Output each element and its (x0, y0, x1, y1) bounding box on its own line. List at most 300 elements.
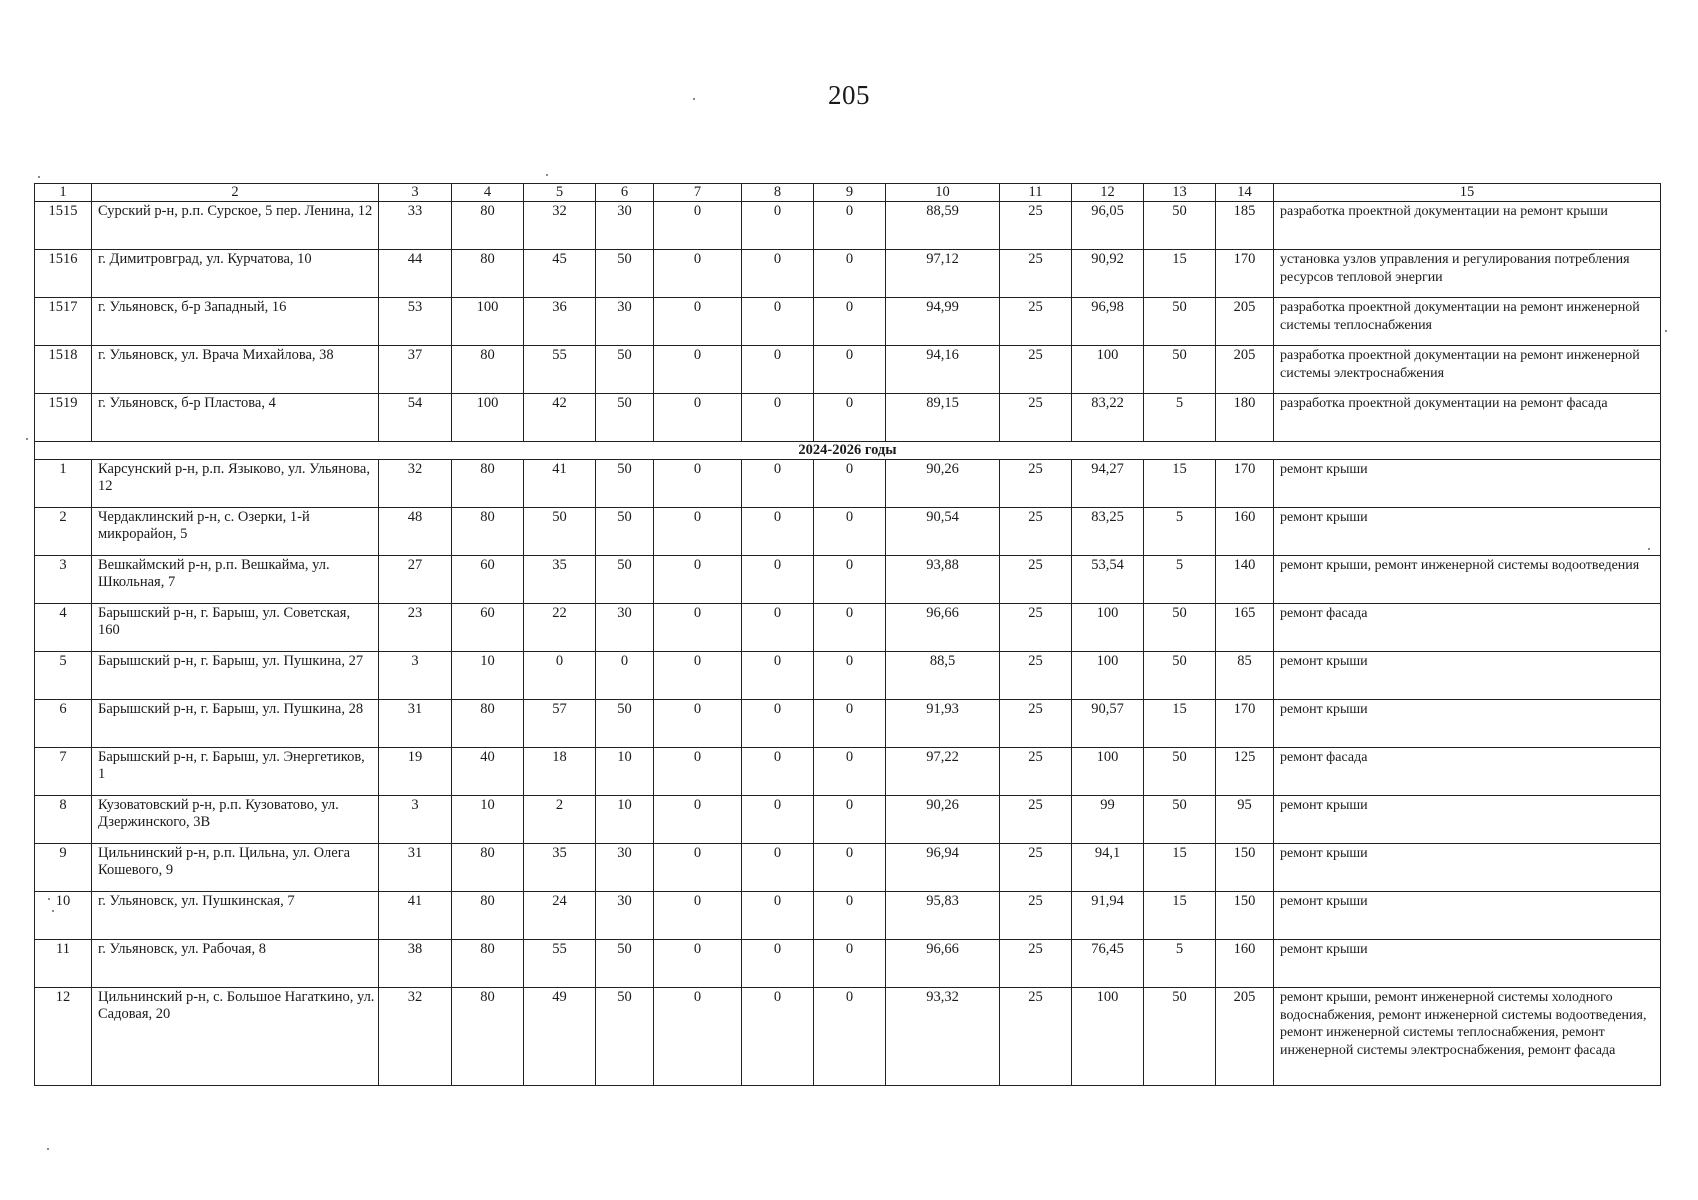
value-cell: 50 (1144, 346, 1216, 394)
value-cell: 22 (524, 604, 596, 652)
address-cell: Барышский р-н, г. Барыш, ул. Пушкина, 28 (92, 700, 379, 748)
value-cell: 25 (1000, 556, 1072, 604)
value-cell: 90,26 (886, 460, 1000, 508)
value-cell: 0 (814, 298, 886, 346)
value-cell: 15 (1144, 700, 1216, 748)
value-cell: 94,27 (1072, 460, 1144, 508)
value-cell: 19 (379, 748, 452, 796)
value-cell: 91,94 (1072, 892, 1144, 940)
value-cell: 24 (524, 892, 596, 940)
value-cell: 205 (1216, 346, 1274, 394)
value-cell: 0 (814, 748, 886, 796)
value-cell: 42 (524, 394, 596, 442)
value-cell: 15 (1144, 892, 1216, 940)
value-cell: 25 (1000, 844, 1072, 892)
work-type-cell: разработка проектной документации на ремонт инженерной системы теплоснабжения (1274, 298, 1661, 346)
row-number-cell: 12 (35, 988, 92, 1086)
value-cell: 0 (742, 604, 814, 652)
value-cell: 205 (1216, 298, 1274, 346)
value-cell: 48 (379, 508, 452, 556)
scan-speck (47, 1148, 49, 1150)
address-cell: Барышский р-н, г. Барыш, ул. Советская, 160 (92, 604, 379, 652)
value-cell: 25 (1000, 202, 1072, 250)
row-number-cell: 1 (35, 460, 92, 508)
address-cell: Цильнинский р-н, р.п. Цильна, ул. Олега Кошевого, 9 (92, 844, 379, 892)
value-cell: 50 (1144, 796, 1216, 844)
value-cell: 50 (1144, 202, 1216, 250)
table-row (35, 700, 1661, 748)
value-cell: 41 (379, 892, 452, 940)
value-cell: 10 (452, 796, 524, 844)
value-cell: 54 (379, 394, 452, 442)
value-cell: 0 (814, 556, 886, 604)
address-cell: Барышский р-н, г. Барыш, ул. Пушкина, 27 (92, 652, 379, 700)
value-cell: 0 (654, 796, 742, 844)
value-cell: 89,15 (886, 394, 1000, 442)
column-number-header: 7 (654, 184, 742, 202)
row-number-cell: 5 (35, 652, 92, 700)
value-cell: 0 (814, 652, 886, 700)
value-cell: 0 (814, 796, 886, 844)
table-row (35, 652, 1661, 700)
value-cell: 83,22 (1072, 394, 1144, 442)
column-number-header: 10 (886, 184, 1000, 202)
row-number-cell: 1515 (35, 202, 92, 250)
value-cell: 0 (742, 652, 814, 700)
value-cell: 170 (1216, 250, 1274, 298)
value-cell: 0 (742, 508, 814, 556)
column-number-header: 1 (35, 184, 92, 202)
scan-speck (38, 176, 40, 178)
table-row (35, 298, 1661, 346)
value-cell: 100 (1072, 748, 1144, 796)
value-cell: 0 (814, 394, 886, 442)
value-cell: 0 (654, 508, 742, 556)
value-cell: 0 (654, 250, 742, 298)
table-body (35, 184, 1661, 1086)
value-cell: 60 (452, 604, 524, 652)
work-type-cell: ремонт фасада (1274, 748, 1661, 796)
value-cell: 80 (452, 940, 524, 988)
value-cell: 180 (1216, 394, 1274, 442)
value-cell: 0 (814, 604, 886, 652)
value-cell: 88,59 (886, 202, 1000, 250)
address-cell: г. Ульяновск, ул. Врача Михайлова, 38 (92, 346, 379, 394)
value-cell: 15 (1144, 250, 1216, 298)
address-cell: г. Ульяновск, ул. Рабочая, 8 (92, 940, 379, 988)
value-cell: 100 (1072, 346, 1144, 394)
value-cell: 0 (654, 346, 742, 394)
address-cell: г. Ульяновск, б-р Западный, 16 (92, 298, 379, 346)
value-cell: 95,83 (886, 892, 1000, 940)
row-number-cell: 9 (35, 844, 92, 892)
value-cell: 18 (524, 748, 596, 796)
value-cell: 0 (654, 652, 742, 700)
value-cell: 96,98 (1072, 298, 1144, 346)
row-number-cell: 11 (35, 940, 92, 988)
value-cell: 96,05 (1072, 202, 1144, 250)
scan-speck (48, 898, 50, 900)
table-row (35, 508, 1661, 556)
address-cell: Карсунский р-н, р.п. Языково, ул. Ульянова, 12 (92, 460, 379, 508)
column-number-header: 11 (1000, 184, 1072, 202)
value-cell: 50 (596, 460, 654, 508)
value-cell: 170 (1216, 460, 1274, 508)
work-type-cell: ремонт фасада (1274, 604, 1661, 652)
value-cell: 27 (379, 556, 452, 604)
table-row (35, 202, 1661, 250)
value-cell: 0 (524, 652, 596, 700)
value-cell: 0 (654, 748, 742, 796)
value-cell: 93,32 (886, 988, 1000, 1086)
table-row (35, 460, 1661, 508)
value-cell: 80 (452, 508, 524, 556)
value-cell: 41 (524, 460, 596, 508)
value-cell: 45 (524, 250, 596, 298)
value-cell: 0 (742, 250, 814, 298)
value-cell: 80 (452, 892, 524, 940)
row-number-cell: 1516 (35, 250, 92, 298)
value-cell: 100 (452, 298, 524, 346)
work-type-cell: ремонт крыши (1274, 844, 1661, 892)
value-cell: 0 (814, 700, 886, 748)
table-row (35, 892, 1661, 940)
column-number-header: 6 (596, 184, 654, 202)
work-type-cell: ремонт крыши (1274, 508, 1661, 556)
address-cell: Сурский р-н, р.п. Сурское, 5 пер. Ленина, 12 (92, 202, 379, 250)
value-cell: 25 (1000, 700, 1072, 748)
value-cell: 80 (452, 844, 524, 892)
value-cell: 0 (654, 844, 742, 892)
value-cell: 0 (742, 796, 814, 844)
value-cell: 0 (654, 892, 742, 940)
value-cell: 15 (1144, 844, 1216, 892)
table-row (35, 604, 1661, 652)
value-cell: 49 (524, 988, 596, 1086)
value-cell: 50 (596, 556, 654, 604)
value-cell: 80 (452, 202, 524, 250)
value-cell: 44 (379, 250, 452, 298)
table-row (35, 844, 1661, 892)
address-cell: Цильнинский р-н, с. Большое Нагаткино, ул. Садовая, 20 (92, 988, 379, 1086)
value-cell: 80 (452, 988, 524, 1086)
value-cell: 96,94 (886, 844, 1000, 892)
row-number-cell: 1519 (35, 394, 92, 442)
value-cell: 10 (596, 796, 654, 844)
value-cell: 50 (596, 940, 654, 988)
column-number-header: 4 (452, 184, 524, 202)
table-row (35, 346, 1661, 394)
value-cell: 5 (1144, 394, 1216, 442)
row-number-cell: 4 (35, 604, 92, 652)
section-row (35, 442, 1661, 460)
value-cell: 53,54 (1072, 556, 1144, 604)
scan-speck (693, 98, 695, 100)
value-cell: 83,25 (1072, 508, 1144, 556)
value-cell: 60 (452, 556, 524, 604)
address-cell: Чердаклинский р-н, с. Озерки, 1-й микрорайон, 5 (92, 508, 379, 556)
work-type-cell: ремонт крыши, ремонт инженерной системы водоотведения (1274, 556, 1661, 604)
value-cell: 25 (1000, 796, 1072, 844)
value-cell: 5 (1144, 508, 1216, 556)
column-number-header: 2 (92, 184, 379, 202)
value-cell: 96,66 (886, 940, 1000, 988)
value-cell: 80 (452, 250, 524, 298)
value-cell: 0 (814, 202, 886, 250)
value-cell: 25 (1000, 460, 1072, 508)
value-cell: 160 (1216, 940, 1274, 988)
scan-speck (1648, 548, 1650, 550)
value-cell: 33 (379, 202, 452, 250)
value-cell: 90,57 (1072, 700, 1144, 748)
value-cell: 95 (1216, 796, 1274, 844)
value-cell: 5 (1144, 940, 1216, 988)
value-cell: 50 (596, 508, 654, 556)
value-cell: 25 (1000, 604, 1072, 652)
scan-speck (26, 438, 28, 440)
value-cell: 55 (524, 346, 596, 394)
value-cell: 94,99 (886, 298, 1000, 346)
table-row (35, 988, 1661, 1086)
value-cell: 32 (379, 988, 452, 1086)
value-cell: 23 (379, 604, 452, 652)
scan-speck (1665, 330, 1667, 332)
row-number-cell: 8 (35, 796, 92, 844)
value-cell: 57 (524, 700, 596, 748)
work-type-cell: ремонт крыши, ремонт инженерной системы холодного водоснабжения, ремонт инженерной системы водоотведения, ремонт инженерной системы теплоснабжения, ремонт инженерной системы электроснабжения, ремонт фасада (1274, 988, 1661, 1086)
capital-repair-table (34, 183, 1661, 1086)
value-cell: 88,5 (886, 652, 1000, 700)
work-type-cell: ремонт крыши (1274, 460, 1661, 508)
value-cell: 15 (1144, 460, 1216, 508)
value-cell: 50 (596, 988, 654, 1086)
address-cell: г. Ульяновск, б-р Пластова, 4 (92, 394, 379, 442)
value-cell: 50 (1144, 298, 1216, 346)
value-cell: 97,12 (886, 250, 1000, 298)
value-cell: 35 (524, 844, 596, 892)
value-cell: 50 (524, 508, 596, 556)
value-cell: 25 (1000, 988, 1072, 1086)
value-cell: 140 (1216, 556, 1274, 604)
value-cell: 38 (379, 940, 452, 988)
value-cell: 30 (596, 298, 654, 346)
value-cell: 80 (452, 700, 524, 748)
table-row (35, 394, 1661, 442)
column-number-header: 9 (814, 184, 886, 202)
value-cell: 0 (742, 394, 814, 442)
value-cell: 0 (814, 844, 886, 892)
value-cell: 30 (596, 892, 654, 940)
value-cell: 90,92 (1072, 250, 1144, 298)
value-cell: 31 (379, 700, 452, 748)
value-cell: 35 (524, 556, 596, 604)
column-number-header-row (35, 184, 1661, 202)
value-cell: 30 (596, 202, 654, 250)
value-cell: 0 (742, 892, 814, 940)
value-cell: 0 (742, 460, 814, 508)
value-cell: 5 (1144, 556, 1216, 604)
value-cell: 125 (1216, 748, 1274, 796)
value-cell: 0 (742, 700, 814, 748)
value-cell: 50 (596, 394, 654, 442)
value-cell: 80 (452, 460, 524, 508)
value-cell: 100 (1072, 988, 1144, 1086)
value-cell: 0 (596, 652, 654, 700)
work-type-cell: разработка проектной документации на ремонт фасада (1274, 394, 1661, 442)
work-type-cell: ремонт крыши (1274, 652, 1661, 700)
section-title: 2024-2026 годы (35, 442, 1661, 460)
row-number-cell: 6 (35, 700, 92, 748)
value-cell: 55 (524, 940, 596, 988)
value-cell: 36 (524, 298, 596, 346)
value-cell: 40 (452, 748, 524, 796)
column-number-header: 8 (742, 184, 814, 202)
value-cell: 25 (1000, 892, 1072, 940)
value-cell: 53 (379, 298, 452, 346)
value-cell: 50 (596, 346, 654, 394)
work-type-cell: ремонт крыши (1274, 940, 1661, 988)
scan-speck (52, 910, 54, 912)
value-cell: 0 (814, 250, 886, 298)
address-cell: г. Ульяновск, ул. Пушкинская, 7 (92, 892, 379, 940)
value-cell: 0 (654, 604, 742, 652)
value-cell: 160 (1216, 508, 1274, 556)
table-row (35, 796, 1661, 844)
table-row (35, 556, 1661, 604)
value-cell: 100 (1072, 652, 1144, 700)
value-cell: 25 (1000, 652, 1072, 700)
column-number-header: 14 (1216, 184, 1274, 202)
value-cell: 90,26 (886, 796, 1000, 844)
row-number-cell: 7 (35, 748, 92, 796)
value-cell: 94,16 (886, 346, 1000, 394)
value-cell: 25 (1000, 346, 1072, 394)
value-cell: 185 (1216, 202, 1274, 250)
value-cell: 0 (742, 346, 814, 394)
address-cell: Барышский р-н, г. Барыш, ул. Энергетиков, 1 (92, 748, 379, 796)
value-cell: 25 (1000, 298, 1072, 346)
value-cell: 0 (814, 346, 886, 394)
value-cell: 94,1 (1072, 844, 1144, 892)
address-cell: г. Димитровград, ул. Курчатова, 10 (92, 250, 379, 298)
page-number: 205 (828, 80, 870, 110)
value-cell: 0 (742, 202, 814, 250)
value-cell: 10 (596, 748, 654, 796)
value-cell: 0 (654, 202, 742, 250)
value-cell: 0 (742, 988, 814, 1086)
value-cell: 31 (379, 844, 452, 892)
value-cell: 170 (1216, 700, 1274, 748)
row-number-cell: 1518 (35, 346, 92, 394)
table-row (35, 250, 1661, 298)
value-cell: 100 (452, 394, 524, 442)
value-cell: 32 (379, 460, 452, 508)
value-cell: 0 (654, 460, 742, 508)
value-cell: 50 (1144, 988, 1216, 1086)
value-cell: 0 (814, 508, 886, 556)
value-cell: 10 (452, 652, 524, 700)
value-cell: 0 (814, 892, 886, 940)
value-cell: 85 (1216, 652, 1274, 700)
address-cell: Кузоватовский р-н, р.п. Кузоватово, ул. Дзержинского, 3В (92, 796, 379, 844)
value-cell: 0 (742, 298, 814, 346)
table-row (35, 940, 1661, 988)
value-cell: 37 (379, 346, 452, 394)
value-cell: 25 (1000, 940, 1072, 988)
work-type-cell: разработка проектной документации на ремонт инженерной системы электроснабжения (1274, 346, 1661, 394)
value-cell: 91,93 (886, 700, 1000, 748)
value-cell: 99 (1072, 796, 1144, 844)
work-type-cell: ремонт крыши (1274, 892, 1661, 940)
work-type-cell: разработка проектной документации на ремонт крыши (1274, 202, 1661, 250)
row-number-cell: 10 (35, 892, 92, 940)
value-cell: 0 (654, 940, 742, 988)
value-cell: 30 (596, 604, 654, 652)
value-cell: 76,45 (1072, 940, 1144, 988)
value-cell: 50 (596, 700, 654, 748)
value-cell: 97,22 (886, 748, 1000, 796)
value-cell: 25 (1000, 508, 1072, 556)
column-number-header: 15 (1274, 184, 1661, 202)
value-cell: 0 (654, 298, 742, 346)
value-cell: 25 (1000, 250, 1072, 298)
value-cell: 0 (654, 394, 742, 442)
value-cell: 96,66 (886, 604, 1000, 652)
column-number-header: 13 (1144, 184, 1216, 202)
value-cell: 100 (1072, 604, 1144, 652)
value-cell: 150 (1216, 844, 1274, 892)
value-cell: 0 (742, 940, 814, 988)
value-cell: 25 (1000, 394, 1072, 442)
value-cell: 0 (654, 700, 742, 748)
value-cell: 93,88 (886, 556, 1000, 604)
value-cell: 90,54 (886, 508, 1000, 556)
scan-speck (546, 174, 548, 176)
value-cell: 30 (596, 844, 654, 892)
column-number-header: 3 (379, 184, 452, 202)
work-type-cell: ремонт крыши (1274, 796, 1661, 844)
value-cell: 3 (379, 652, 452, 700)
value-cell: 0 (654, 988, 742, 1086)
value-cell: 0 (814, 460, 886, 508)
column-number-header: 5 (524, 184, 596, 202)
value-cell: 3 (379, 796, 452, 844)
value-cell: 0 (742, 748, 814, 796)
value-cell: 50 (596, 250, 654, 298)
address-cell: Вешкаймский р-н, р.п. Вешкайма, ул. Школьная, 7 (92, 556, 379, 604)
value-cell: 205 (1216, 988, 1274, 1086)
value-cell: 0 (814, 940, 886, 988)
work-type-cell: ремонт крыши (1274, 700, 1661, 748)
value-cell: 0 (742, 556, 814, 604)
row-number-cell: 3 (35, 556, 92, 604)
value-cell: 80 (452, 346, 524, 394)
table-row (35, 748, 1661, 796)
value-cell: 50 (1144, 604, 1216, 652)
value-cell: 0 (742, 844, 814, 892)
value-cell: 165 (1216, 604, 1274, 652)
value-cell: 2 (524, 796, 596, 844)
value-cell: 50 (1144, 748, 1216, 796)
value-cell: 0 (654, 556, 742, 604)
value-cell: 25 (1000, 748, 1072, 796)
row-number-cell: 2 (35, 508, 92, 556)
value-cell: 50 (1144, 652, 1216, 700)
value-cell: 32 (524, 202, 596, 250)
work-type-cell: установка узлов управления и регулирования потребления ресурсов тепловой энергии (1274, 250, 1661, 298)
value-cell: 150 (1216, 892, 1274, 940)
column-number-header: 12 (1072, 184, 1144, 202)
